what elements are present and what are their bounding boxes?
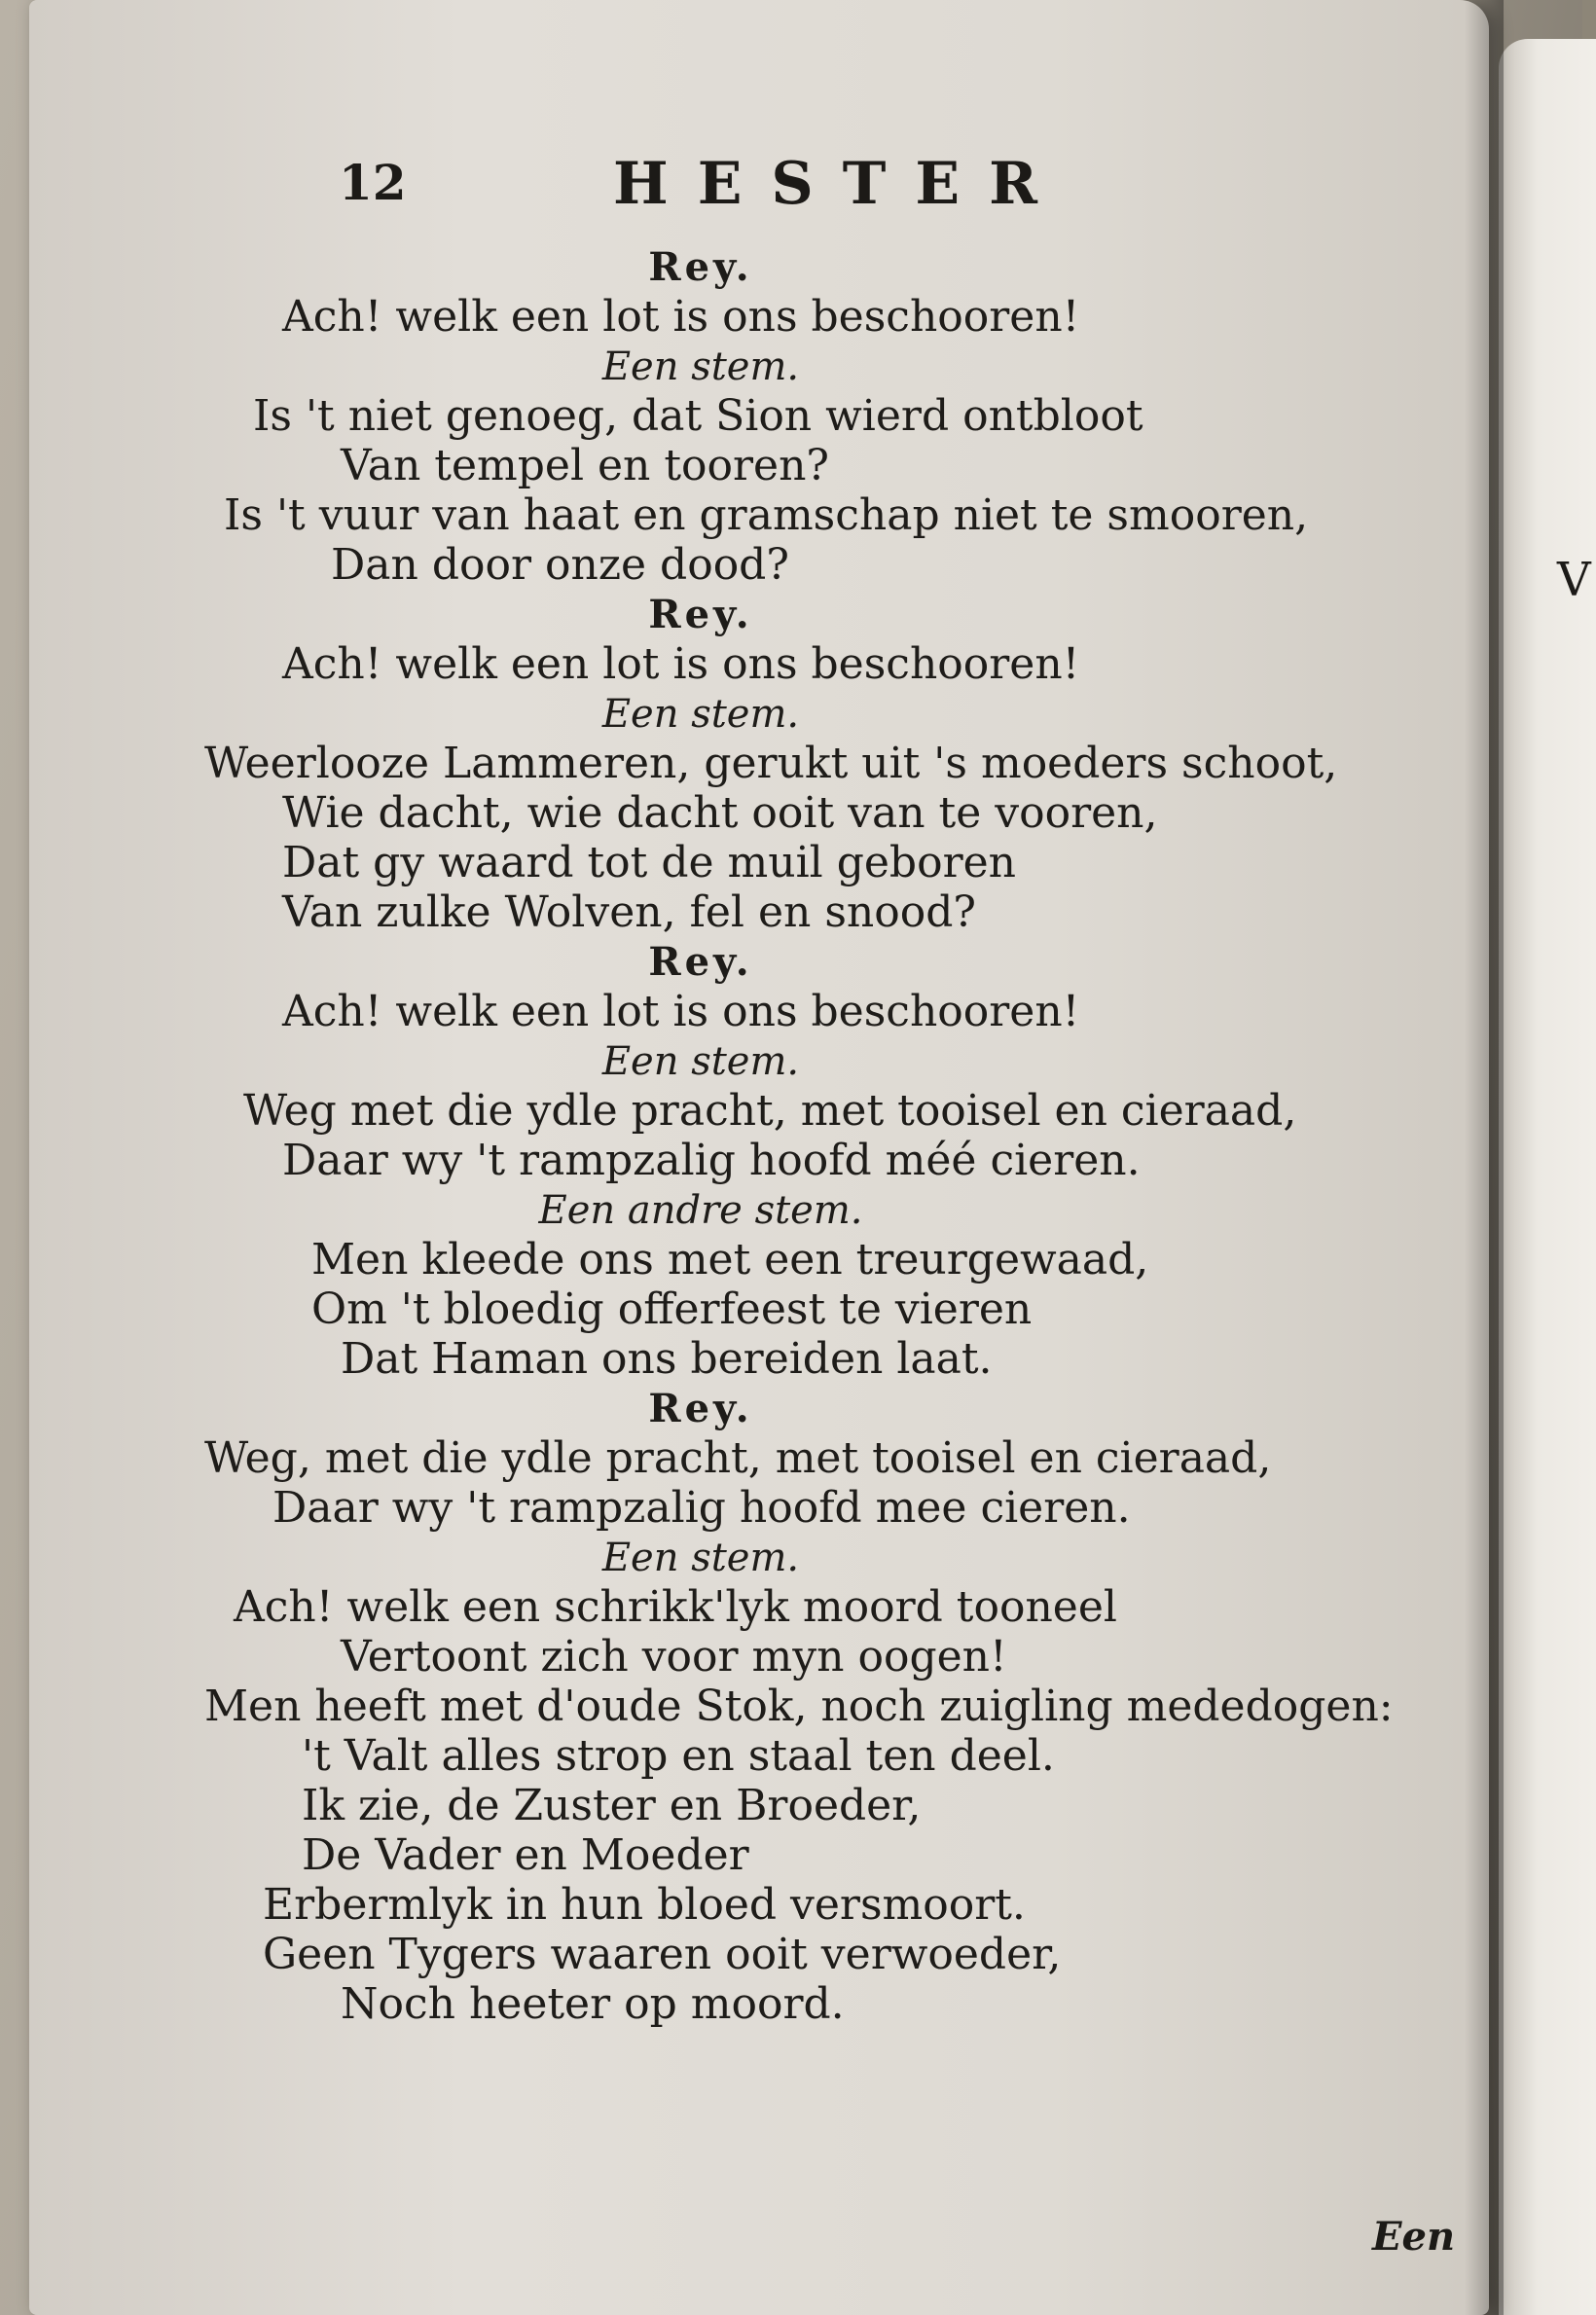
line-03: Een stem. [601,344,800,389]
line-22: Om 't bloedig offerfeest te vieren [311,1284,1033,1334]
line-16: Ach! welk een lot is ons beschooren! [282,987,1080,1036]
book-page [29,0,1489,2315]
line-02: Ach! welk een lot is ons beschooren! [282,292,1080,342]
line-34: Erbermlyk in hun bloed versmoort. [263,1880,1026,1930]
line-31: 't Valt alles strop en staal ten deel. [302,1731,1055,1781]
line-13: Dat gy waard tot de muil geboren [282,838,1016,887]
line-32: Ik zie, de Zuster en Broeder, [302,1781,922,1830]
line-24: Rey. [648,1386,753,1431]
line-28: Ach! welk een schrikk'lyk moord tooneel [234,1582,1117,1632]
line-19: Daar wy 't rampzalig hoofd méé cieren. [282,1136,1141,1185]
line-25: Weg, met die ydle pracht, met tooisel en cieraad, [204,1433,1272,1483]
line-29: Vertoont zich voor myn oogen! [341,1632,1007,1682]
line-18: Weg met die ydle pracht, met tooisel en cieraad, [243,1086,1297,1136]
line-27: Een stem. [601,1536,800,1580]
line-06: Is 't vuur van haat en gramschap niet te smooren, [224,490,1309,540]
facing-page-text-fragment: V [1557,553,1591,607]
line-15: Rey. [648,939,753,985]
catchword: Een [1372,2214,1456,2260]
line-14: Van zulke Wolven, fel en snood? [282,887,976,937]
running-title: HESTER [613,150,1067,218]
page-header [321,146,1294,224]
line-07: Dan door onze dood? [331,540,789,590]
facing-page-edge [1499,39,1596,2315]
line-12: Wie dacht, wie dacht ooit van te vooren, [282,788,1158,838]
line-17: Een stem. [601,1039,800,1084]
line-21: Men kleede ons met een treurgewaad, [311,1235,1149,1284]
line-33: De Vader en Moeder [302,1830,749,1880]
line-01: Rey. [648,244,753,290]
gutter-shadow [1465,0,1504,2315]
line-30: Men heeft met d'oude Stok, noch zuigling mededogen: [204,1682,1394,1731]
line-10: Een stem. [601,692,800,737]
line-36: Noch heeter op moord. [341,1979,845,2029]
line-23: Dat Haman ons bereiden laat. [341,1334,993,1384]
line-05: Van tempel en tooren? [341,441,830,490]
page-number: 12 [339,154,407,211]
line-35: Geen Tygers waaren ooit verwoeder, [263,1930,1062,1979]
line-04: Is 't niet genoeg, dat Sion wierd ontbloot [253,391,1143,441]
line-26: Daar wy 't rampzalig hoofd mee cieren. [272,1483,1131,1533]
line-09: Ach! welk een lot is ons beschooren! [282,639,1080,689]
line-11: Weerlooze Lammeren, gerukt uit 's moeders schoot, [204,739,1338,788]
line-08: Rey. [648,592,753,637]
line-20: Een andre stem. [538,1188,863,1233]
